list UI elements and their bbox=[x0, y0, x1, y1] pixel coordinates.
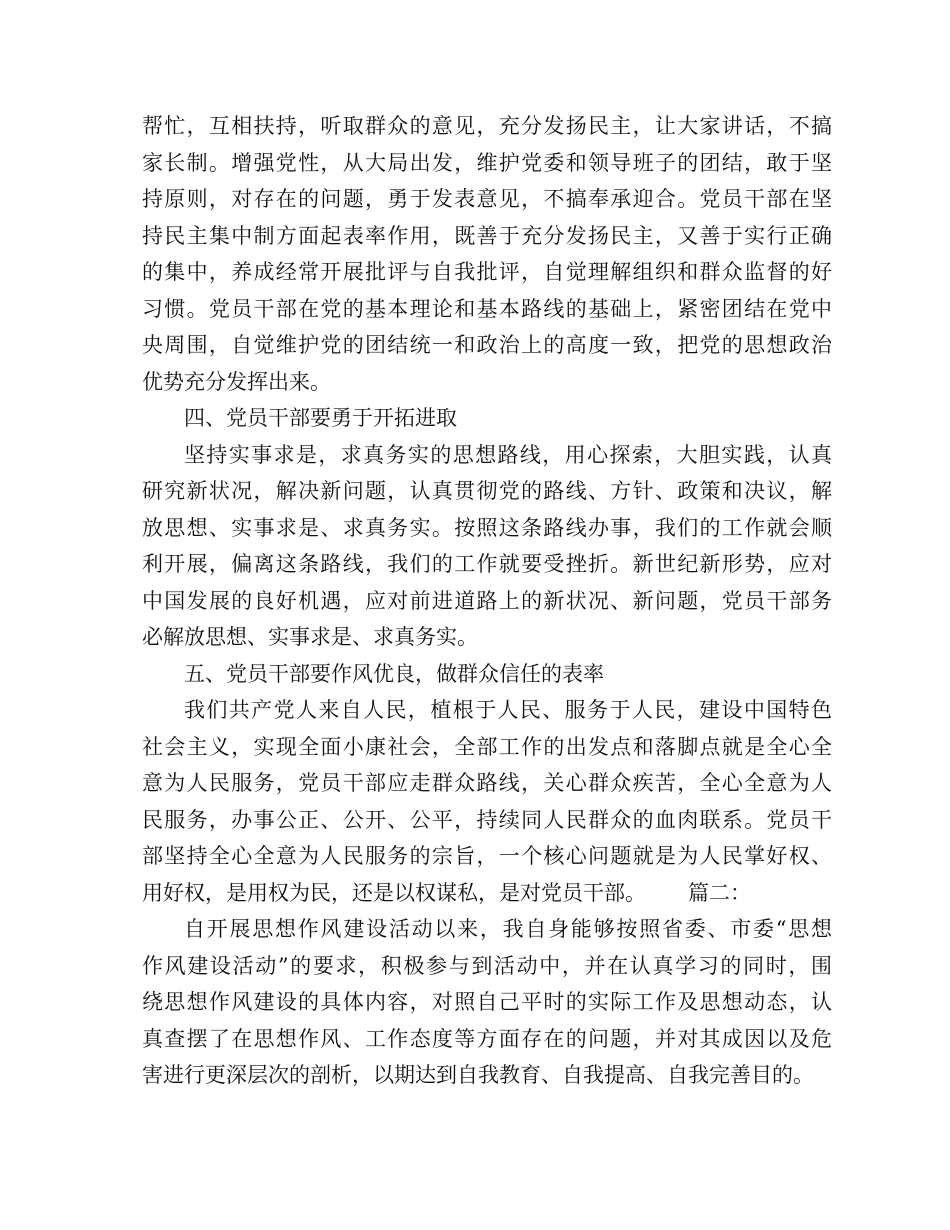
text-line: 用好权，是用权为民，还是以权谋私，是对党员干部。 bbox=[142, 880, 646, 905]
text-line: 利开展，偏离这条路线，我们的工作就要受挫折。新世纪新形势，应对 bbox=[142, 552, 832, 576]
text-line: 家长制。增强党性，从大局出发，维护党委和领导班子的团结，敢于坚 bbox=[142, 150, 832, 175]
text-line: 中国发展的良好机遇，应对前进道路上的新状况、新问题，党员干部务 bbox=[142, 588, 832, 613]
part-heading: 篇二： bbox=[688, 880, 751, 905]
text-line: 社会主义，实现全面小康社会，全部工作的出发点和落脚点就是全心全 bbox=[142, 734, 832, 759]
paragraph-first-line: 自开展思想作风建设活动以来，我自身能够按照省委、市委“思想 bbox=[184, 917, 832, 941]
text-line: 央周围，自觉维护党的团结统一和政治上的高度一致，把党的思想政治 bbox=[142, 333, 832, 357]
paragraph-first-line: 坚持实事求是，求真务实的思想路线，用心探索，大胆实践，认真 bbox=[184, 442, 832, 467]
text-line: 民服务，办事公正、公开、公平，持续同人民群众的血肉联系。党员干 bbox=[142, 807, 832, 832]
text-line: 持民主集中制方面起表率作用，既善于充分发扬民主，又善于实行正确 bbox=[142, 223, 832, 248]
text-line: 部坚持全心全意为人民服务的宗旨，一个核心问题就是为人民掌好权、 bbox=[142, 844, 832, 868]
text-line: 习惯。党员干部在党的基本理论和基本路线的基础上，紧密团结在党中 bbox=[142, 296, 832, 321]
text-line: 研究新状况，解决新问题，认真贯彻党的路线、方针、政策和决议，解 bbox=[142, 479, 832, 503]
text-line-with-heading bbox=[142, 875, 832, 912]
text-line: 的集中，养成经常开展批评与自我批评，自觉理解组织和群众监督的好 bbox=[142, 260, 832, 284]
text-line: 必解放思想、实事求是、求真务实。 bbox=[142, 625, 478, 649]
section-heading: 五、党员干部要作风优良，做群众信任的表率 bbox=[184, 661, 604, 686]
paragraph-first-line: 我们共产党人来自人民，植根于人民、服务于人民，建设中国特色 bbox=[184, 698, 832, 722]
section-heading: 四、党员干部要勇于开拓进取 bbox=[184, 406, 457, 430]
text-line: 放思想、实事求是、求真务实。按照这条路线办事，我们的工作就会顺 bbox=[142, 515, 832, 540]
text-line: 优势充分发挥出来。 bbox=[142, 369, 331, 394]
text-line: 作风建设活动”的要求，积极参与到活动中，并在认真学习的同时，围 bbox=[142, 953, 832, 978]
document-body bbox=[142, 108, 832, 1094]
text-line: 害进行更深层次的剖析，以期达到自我教育、自我提高、自我完善目的。 bbox=[142, 1063, 814, 1087]
text-line: 意为人民服务，党员干部应走群众路线，关心群众疾苦，全心全意为人 bbox=[142, 771, 832, 795]
text-line: 绕思想作风建设的具体内容，对照自己平时的实际工作及思想动态，认 bbox=[142, 990, 832, 1014]
text-line: 帮忙，互相扶持，听取群众的意见，充分发扬民主，让大家讲话，不搞 bbox=[142, 114, 832, 138]
text-line: 持原则，对存在的问题，勇于发表意见，不搞奉承迎合。党员干部在坚 bbox=[142, 187, 832, 211]
text-line: 真查摆了在思想作风、工作态度等方面存在的问题，并对其成因以及危 bbox=[142, 1026, 832, 1051]
